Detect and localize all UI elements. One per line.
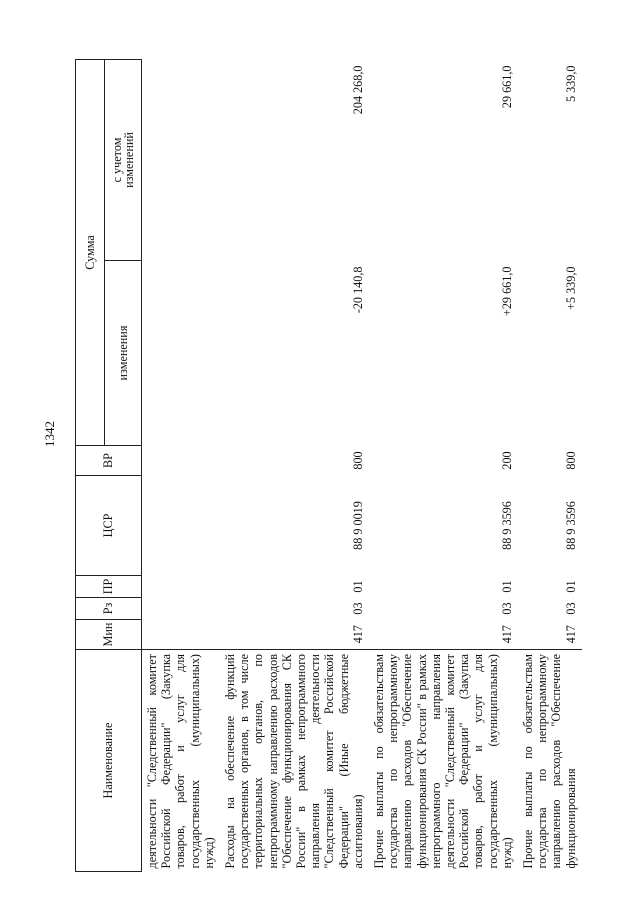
table-row: [518, 59, 582, 871]
row-change: -20 140,8: [350, 266, 365, 314]
page-number: 1342: [42, 421, 57, 447]
row-vr: 800: [563, 451, 578, 470]
header-with-change-line1: с учетом: [110, 137, 124, 183]
row-vr: 200: [499, 451, 514, 470]
row-total: [142, 59, 221, 260]
header-with-change-line2: изменений: [122, 132, 136, 188]
header-with-change: [105, 59, 142, 260]
row-csr: 88 9 3596: [563, 501, 578, 550]
row-pr: [142, 576, 221, 598]
row-name: деятельности "Следственный комитет Российской Федерации" (Закупка товаров, работ и услуг для государственных (муниципальных) нужд): [142, 650, 221, 872]
table-row: [220, 59, 369, 871]
row-pr: 01: [563, 580, 578, 593]
row-pr: 01: [350, 580, 365, 593]
header-rz: Рз: [76, 598, 142, 620]
header-csr: ЦСР: [76, 476, 142, 576]
rotated-page: [75, 60, 589, 872]
budget-table: [75, 59, 582, 872]
row-vr: [142, 446, 221, 476]
table-row: [369, 59, 518, 871]
row-change: +5 339,0: [563, 266, 578, 310]
row-rz: [142, 598, 221, 620]
row-vr: 800: [350, 451, 365, 470]
header-vr: ВР: [76, 446, 142, 476]
row-change: [142, 261, 221, 446]
row-change: +29 661,0: [499, 266, 514, 317]
row-min: 417: [499, 625, 514, 644]
row-pr: 01: [499, 580, 514, 593]
row-min: [142, 620, 221, 650]
row-csr: [142, 476, 221, 576]
header-change: изменения: [105, 261, 142, 446]
table-row: [142, 59, 221, 871]
row-csr: 88 9 3596: [499, 501, 514, 550]
header-sum: Сумма: [76, 59, 105, 445]
row-total: 5 339,0: [563, 65, 578, 103]
row-min: 417: [563, 625, 578, 644]
row-rz: 03: [350, 602, 365, 615]
row-total: 29 661,0: [499, 65, 514, 109]
row-name: Расходы на обеспечение функций государственных органов, в том числе территориальных органов, по непрограммному направлению расходов "Обеспечение функционирования СК России" в рамках непрограммного направления деятельности "Следственный комитет Российской Федерации" (Иные бюджетные ассигнования): [220, 650, 369, 872]
header-min: Мин: [76, 620, 142, 650]
row-min: 417: [350, 625, 365, 644]
header-pr: ПР: [76, 576, 142, 598]
header-name: Наименование: [76, 650, 142, 872]
row-name: Прочие выплаты по обязательствам государства по непрограммному направлению расходов "Обеспечение функционирования СК России" в рамках непрограммного направления деятельности "Следственный комитет Российской Федерации" (Закупка товаров, работ и услуг для государственных (муниципальных) нужд): [369, 650, 518, 872]
row-rz: 03: [563, 602, 578, 615]
row-total: 204 268,0: [350, 65, 365, 115]
row-csr: 88 9 0019: [350, 501, 365, 550]
row-name: Прочие выплаты по обязательствам государства по непрограммному направлению расходов "Обеспечение функционирования: [518, 650, 582, 872]
row-rz: 03: [499, 602, 514, 615]
